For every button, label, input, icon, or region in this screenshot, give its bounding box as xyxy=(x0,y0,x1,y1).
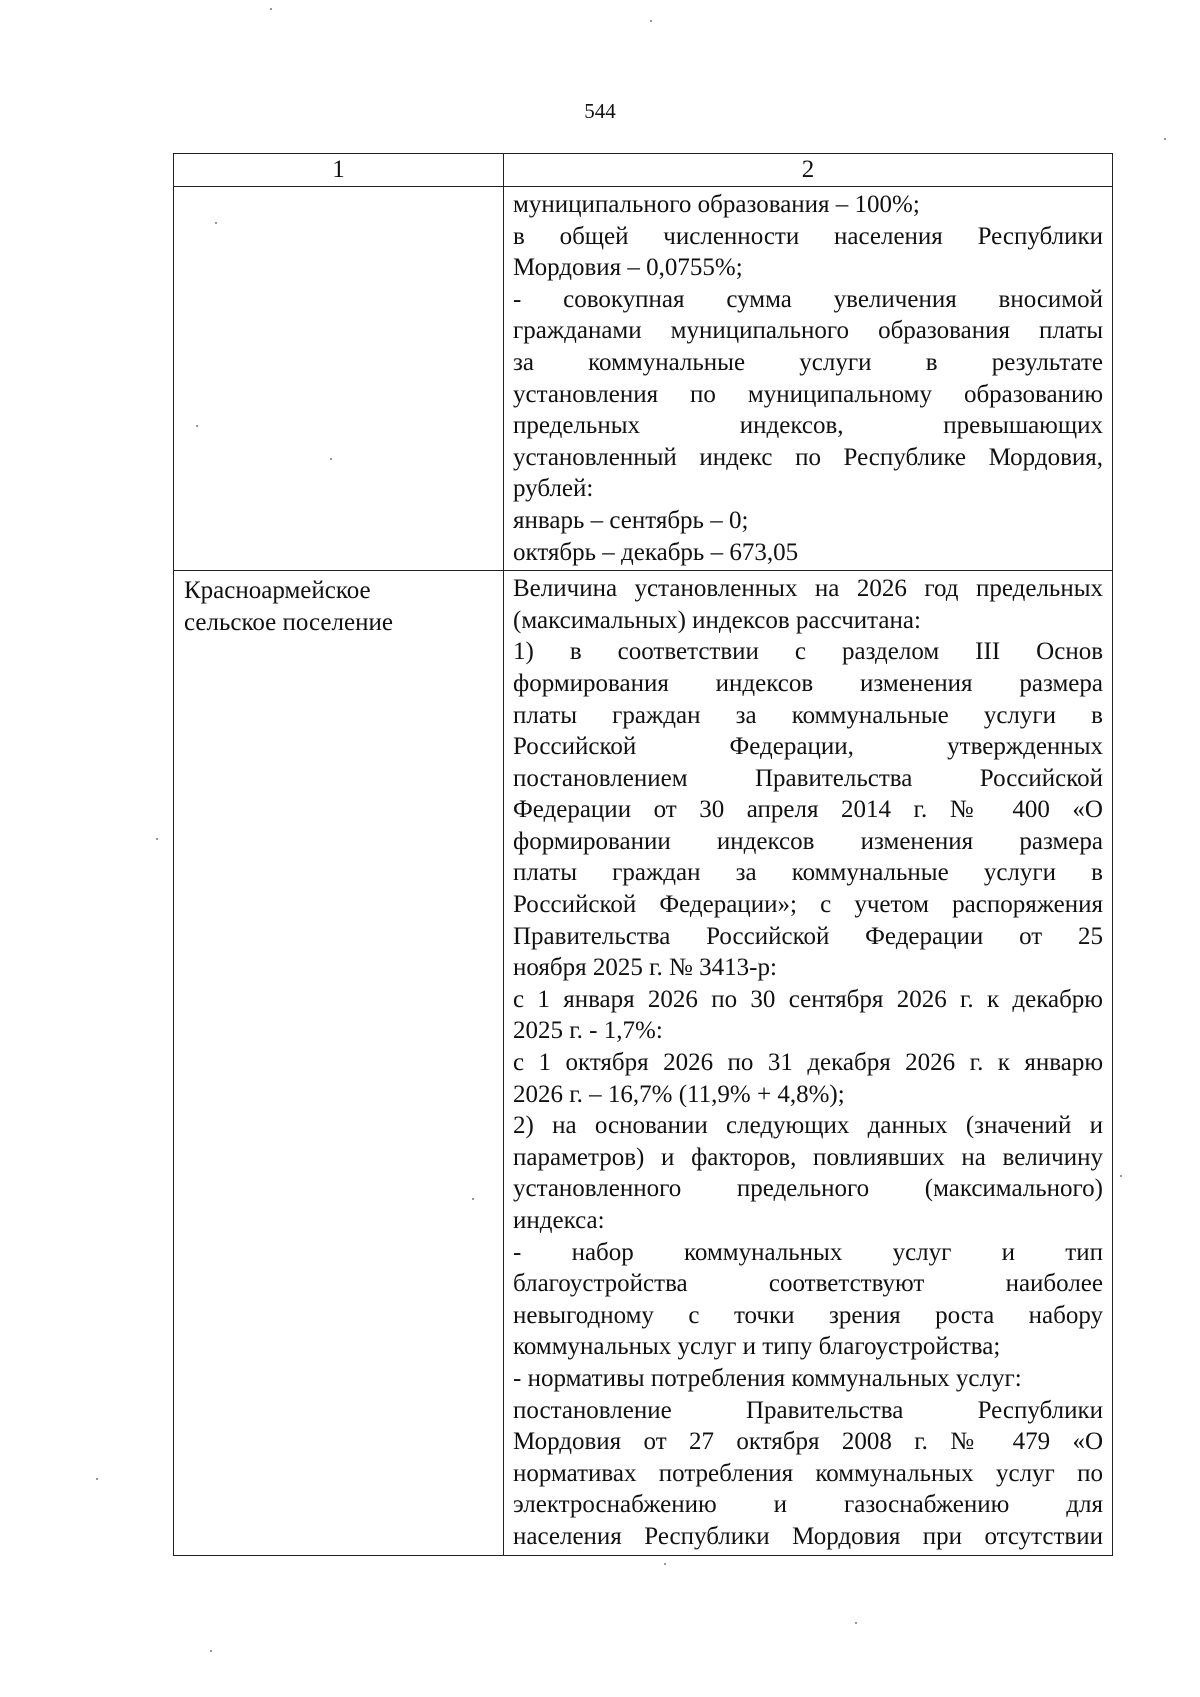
text-line: 1) в соответствии с разделом III Основ xyxy=(513,638,1103,666)
text-line: нормативах потребления коммунальных услуг по xyxy=(513,1459,1103,1487)
text-line: муниципального образования – 100%; xyxy=(513,191,920,218)
text-line: электроснабжению и газоснабжению для xyxy=(513,1491,1103,1519)
column-header-1: 1 xyxy=(174,154,504,187)
scan-speck xyxy=(330,458,332,460)
text-line: Российской Федерации»; с учетом распоряжения xyxy=(513,891,1103,919)
text-line: формирования индексов изменения размера xyxy=(513,669,1103,697)
scan-speck xyxy=(270,8,272,10)
text-line: установления по муниципальному образованию xyxy=(513,380,1103,408)
text-line: Правительства Российской Федерации от 25 xyxy=(513,922,1103,950)
text-line: ноября 2025 г. № 3413-р: xyxy=(513,954,777,982)
text-line: Величина установленных на 2026 год предельных xyxy=(513,575,1103,603)
text-line: формировании индексов изменения размера xyxy=(513,827,1103,855)
text-line: параметров) и факторов, повлиявших на величину xyxy=(513,1143,1103,1171)
scan-speck xyxy=(472,1198,474,1200)
table-row xyxy=(174,571,1113,1555)
column-header-2: 2 xyxy=(504,154,1113,187)
scan-speck xyxy=(855,1622,857,1624)
municipality-name-line: сельское поселение xyxy=(184,608,393,636)
text-line: Мордовия от 27 октября 2008 г. № 479 «О xyxy=(513,1428,1103,1456)
scan-speck xyxy=(664,1563,666,1565)
text-line: в общей численности населения Республики xyxy=(513,222,1103,250)
text-line: благоустройства соответствуют наиболее xyxy=(513,1270,1103,1298)
text-line: платы граждан за коммунальные услуги в xyxy=(513,701,1103,729)
text-line: установленного предельного (максимального) xyxy=(513,1175,1103,1203)
scan-speck xyxy=(156,838,158,840)
text-line: населения Республики Мордовия при отсутствии xyxy=(513,1522,1103,1550)
document-table xyxy=(173,153,1113,1556)
scan-speck xyxy=(1120,1175,1122,1177)
scan-speck xyxy=(215,222,217,224)
text-line: - нормативы потребления коммунальных услуг: xyxy=(513,1364,1022,1392)
text-line: 2025 г. - 1,7%: xyxy=(513,1017,663,1045)
text-line: постановлением Правительства Российской xyxy=(513,764,1103,792)
scan-speck xyxy=(196,425,198,427)
text-line: платы граждан за коммунальные услуги в xyxy=(513,859,1103,887)
scan-speck xyxy=(210,1650,212,1652)
text-line: 2026 г. – 16,7% (11,9% + 4,8%); xyxy=(513,1080,845,1108)
page-number: 544 xyxy=(584,99,616,123)
text-line: установленный индекс по Республике Мордовия, xyxy=(513,443,1103,471)
text-line: (максимальных) индексов рассчитана: xyxy=(513,606,921,634)
table-row xyxy=(174,187,1113,571)
municipality-name-line: Красноармейское xyxy=(184,577,371,605)
text-line: рублей: xyxy=(513,475,594,503)
text-line: невыгодному с точки зрения роста набору xyxy=(513,1301,1103,1329)
text-line: Федерации от 30 апреля 2014 г. № 400 «О xyxy=(513,796,1103,824)
row1-description-cell xyxy=(504,187,1113,571)
text-line: гражданами муниципального образования платы xyxy=(513,317,1103,345)
row1-municipality-cell xyxy=(174,187,504,571)
text-line: за коммунальные услуги в результате xyxy=(513,348,1103,376)
text-line: индекса: xyxy=(513,1207,605,1234)
text-line: с 1 января 2026 по 30 сентября 2026 г. к декабрю xyxy=(513,985,1103,1013)
text-line: предельных индексов, превышающих xyxy=(513,412,1103,440)
text-line: Российской Федерации, утвержденных xyxy=(513,733,1103,761)
row2-description-cell xyxy=(504,571,1113,1555)
text-line: январь – сентябрь – 0; xyxy=(513,506,749,534)
row2-municipality-cell xyxy=(174,571,504,1555)
scan-speck xyxy=(650,20,652,22)
text-line: - набор коммунальных услуг и тип xyxy=(513,1238,1103,1266)
table-header-row xyxy=(174,154,1113,187)
scan-speck xyxy=(96,1478,98,1480)
text-line: Мордовия – 0,0755%; xyxy=(513,254,743,282)
text-line: октябрь – декабрь – 673,05 xyxy=(513,538,799,566)
text-line: коммунальных услуг и типу благоустройства; xyxy=(513,1333,1001,1361)
scan-speck xyxy=(1164,138,1166,140)
text-line: - совокупная сумма увеличения вносимой xyxy=(513,285,1103,313)
text-line: постановление Правительства Республики xyxy=(513,1396,1103,1424)
text-line: 2) на основании следующих данных (значений и xyxy=(513,1112,1103,1140)
text-line: с 1 октября 2026 по 31 декабря 2026 г. к январю xyxy=(513,1049,1103,1077)
